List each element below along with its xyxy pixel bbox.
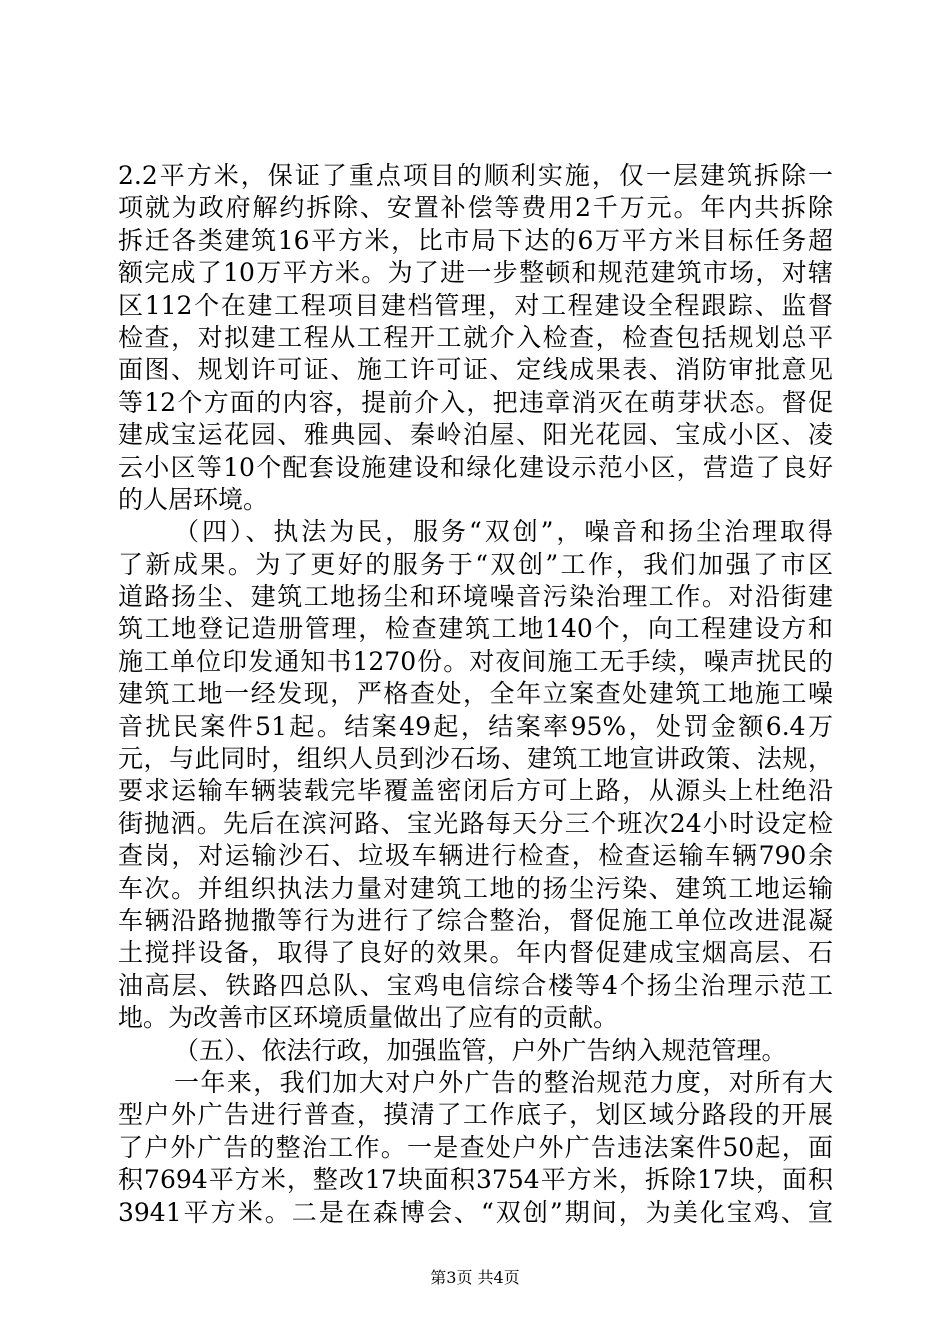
text-line: 地。为改善市区环境质量做出了应有的贡献。 — [118, 1003, 619, 1033]
text-line: 了新成果。为了更好的服务于“双创”工作，我们加强了市区 — [118, 549, 833, 579]
text-line: 的人居环境。 — [118, 484, 269, 514]
text-line: 建成宝运花园、雅典园、秦岭泊屋、阳光花园、宝成小区、凌 — [118, 420, 833, 450]
text-line: （四）、执法为民，服务“双创”，噪音和扬尘治理取得 — [174, 517, 833, 547]
text-line: 一年来，我们加大对户外广告的整治规范力度，对所有大 — [174, 1067, 833, 1097]
page-footer — [0, 1268, 950, 1288]
text-line: 型户外广告进行普查，摸清了工作底子，划区域分路段的开展 — [118, 1100, 833, 1130]
text-line: 拆迁各类建筑16平方米，比市局下达的6万平方米目标任务超 — [118, 225, 833, 255]
text-line: 项就为政府解约拆除、安置补偿等费用2千万元。年内共拆除 — [118, 193, 833, 223]
text-line: 筑工地登记造册管理，检查建筑工地140个，向工程建设方和 — [118, 614, 833, 644]
text-line: 检查，对拟建工程从工程开工就介入检查，检查包括规划总平 — [118, 322, 833, 352]
text-line: 查岗，对运输沙石、垃圾车辆进行检查，检查运输车辆790余 — [118, 841, 833, 871]
text-line: 元，与此同时，组织人员到沙石场、建筑工地宣讲政策、法规， — [118, 744, 833, 774]
text-line: 油高层、铁路四总队、宝鸡电信综合楼等4个扬尘治理示范工 — [118, 970, 833, 1000]
text-line: 施工单位印发通知书1270份。对夜间施工无手续，噪声扰民的 — [118, 646, 833, 676]
text-line: 积7694平方米，整改17块面积3754平方米，拆除17块，面积 — [118, 1165, 833, 1195]
text-line: 车辆沿路抛撒等行为进行了综合整治，督促施工单位改进混凝 — [118, 905, 833, 935]
text-line: 面图、规划许可证、施工许可证、定线成果表、消防审批意见 — [118, 355, 833, 385]
text-line: 道路扬尘、建筑工地扬尘和环境噪音污染治理工作。对沿街建 — [118, 582, 833, 612]
text-line: 云小区等10个配套设施建设和绿化建设示范小区，营造了良好 — [118, 452, 833, 482]
text-line: （五）、依法行政，加强监管，户外广告纳入规范管理。 — [174, 1035, 787, 1065]
text-line: 2.2平方米，保证了重点项目的顺利实施，仅一层建筑拆除一 — [118, 161, 833, 190]
text-line: 3941平方米。二是在森博会、“双创”期间，为美化宝鸡、宣 — [118, 1197, 833, 1227]
text-line: 音扰民案件51起。结案49起，结案率95%，处罚金额6.4万 — [118, 711, 833, 741]
text-line: 额完成了10万平方米。为了进一步整顿和规范建筑市场，对辖 — [118, 258, 833, 288]
text-line: 了户外广告的整治工作。一是查处户外广告违法案件50起，面 — [118, 1132, 833, 1162]
text-line: 土搅拌设备，取得了良好的效果。年内督促建成宝烟高层、石 — [118, 938, 833, 968]
text-line: 车次。并组织执法力量对建筑工地的扬尘污染、建筑工地运输 — [118, 873, 833, 903]
text-line: 要求运输车辆装载完毕覆盖密闭后方可上路，从源头上杜绝沿 — [118, 776, 833, 806]
text-line: 街抛洒。先后在滨河路、宝光路每天分三个班次24小时设定检 — [118, 808, 833, 838]
text-line: 区112个在建工程项目建档管理，对工程建设全程跟踪、监督 — [118, 290, 833, 320]
text-line: 等12个方面的内容，提前介入，把违章消灭在萌芽状态。督促 — [118, 387, 833, 417]
document-body — [118, 160, 833, 1229]
page-number-label: 第3页 共4页 — [430, 1268, 520, 1287]
text-line: 建筑工地一经发现，严格查处，全年立案查处建筑工地施工噪 — [118, 679, 833, 709]
